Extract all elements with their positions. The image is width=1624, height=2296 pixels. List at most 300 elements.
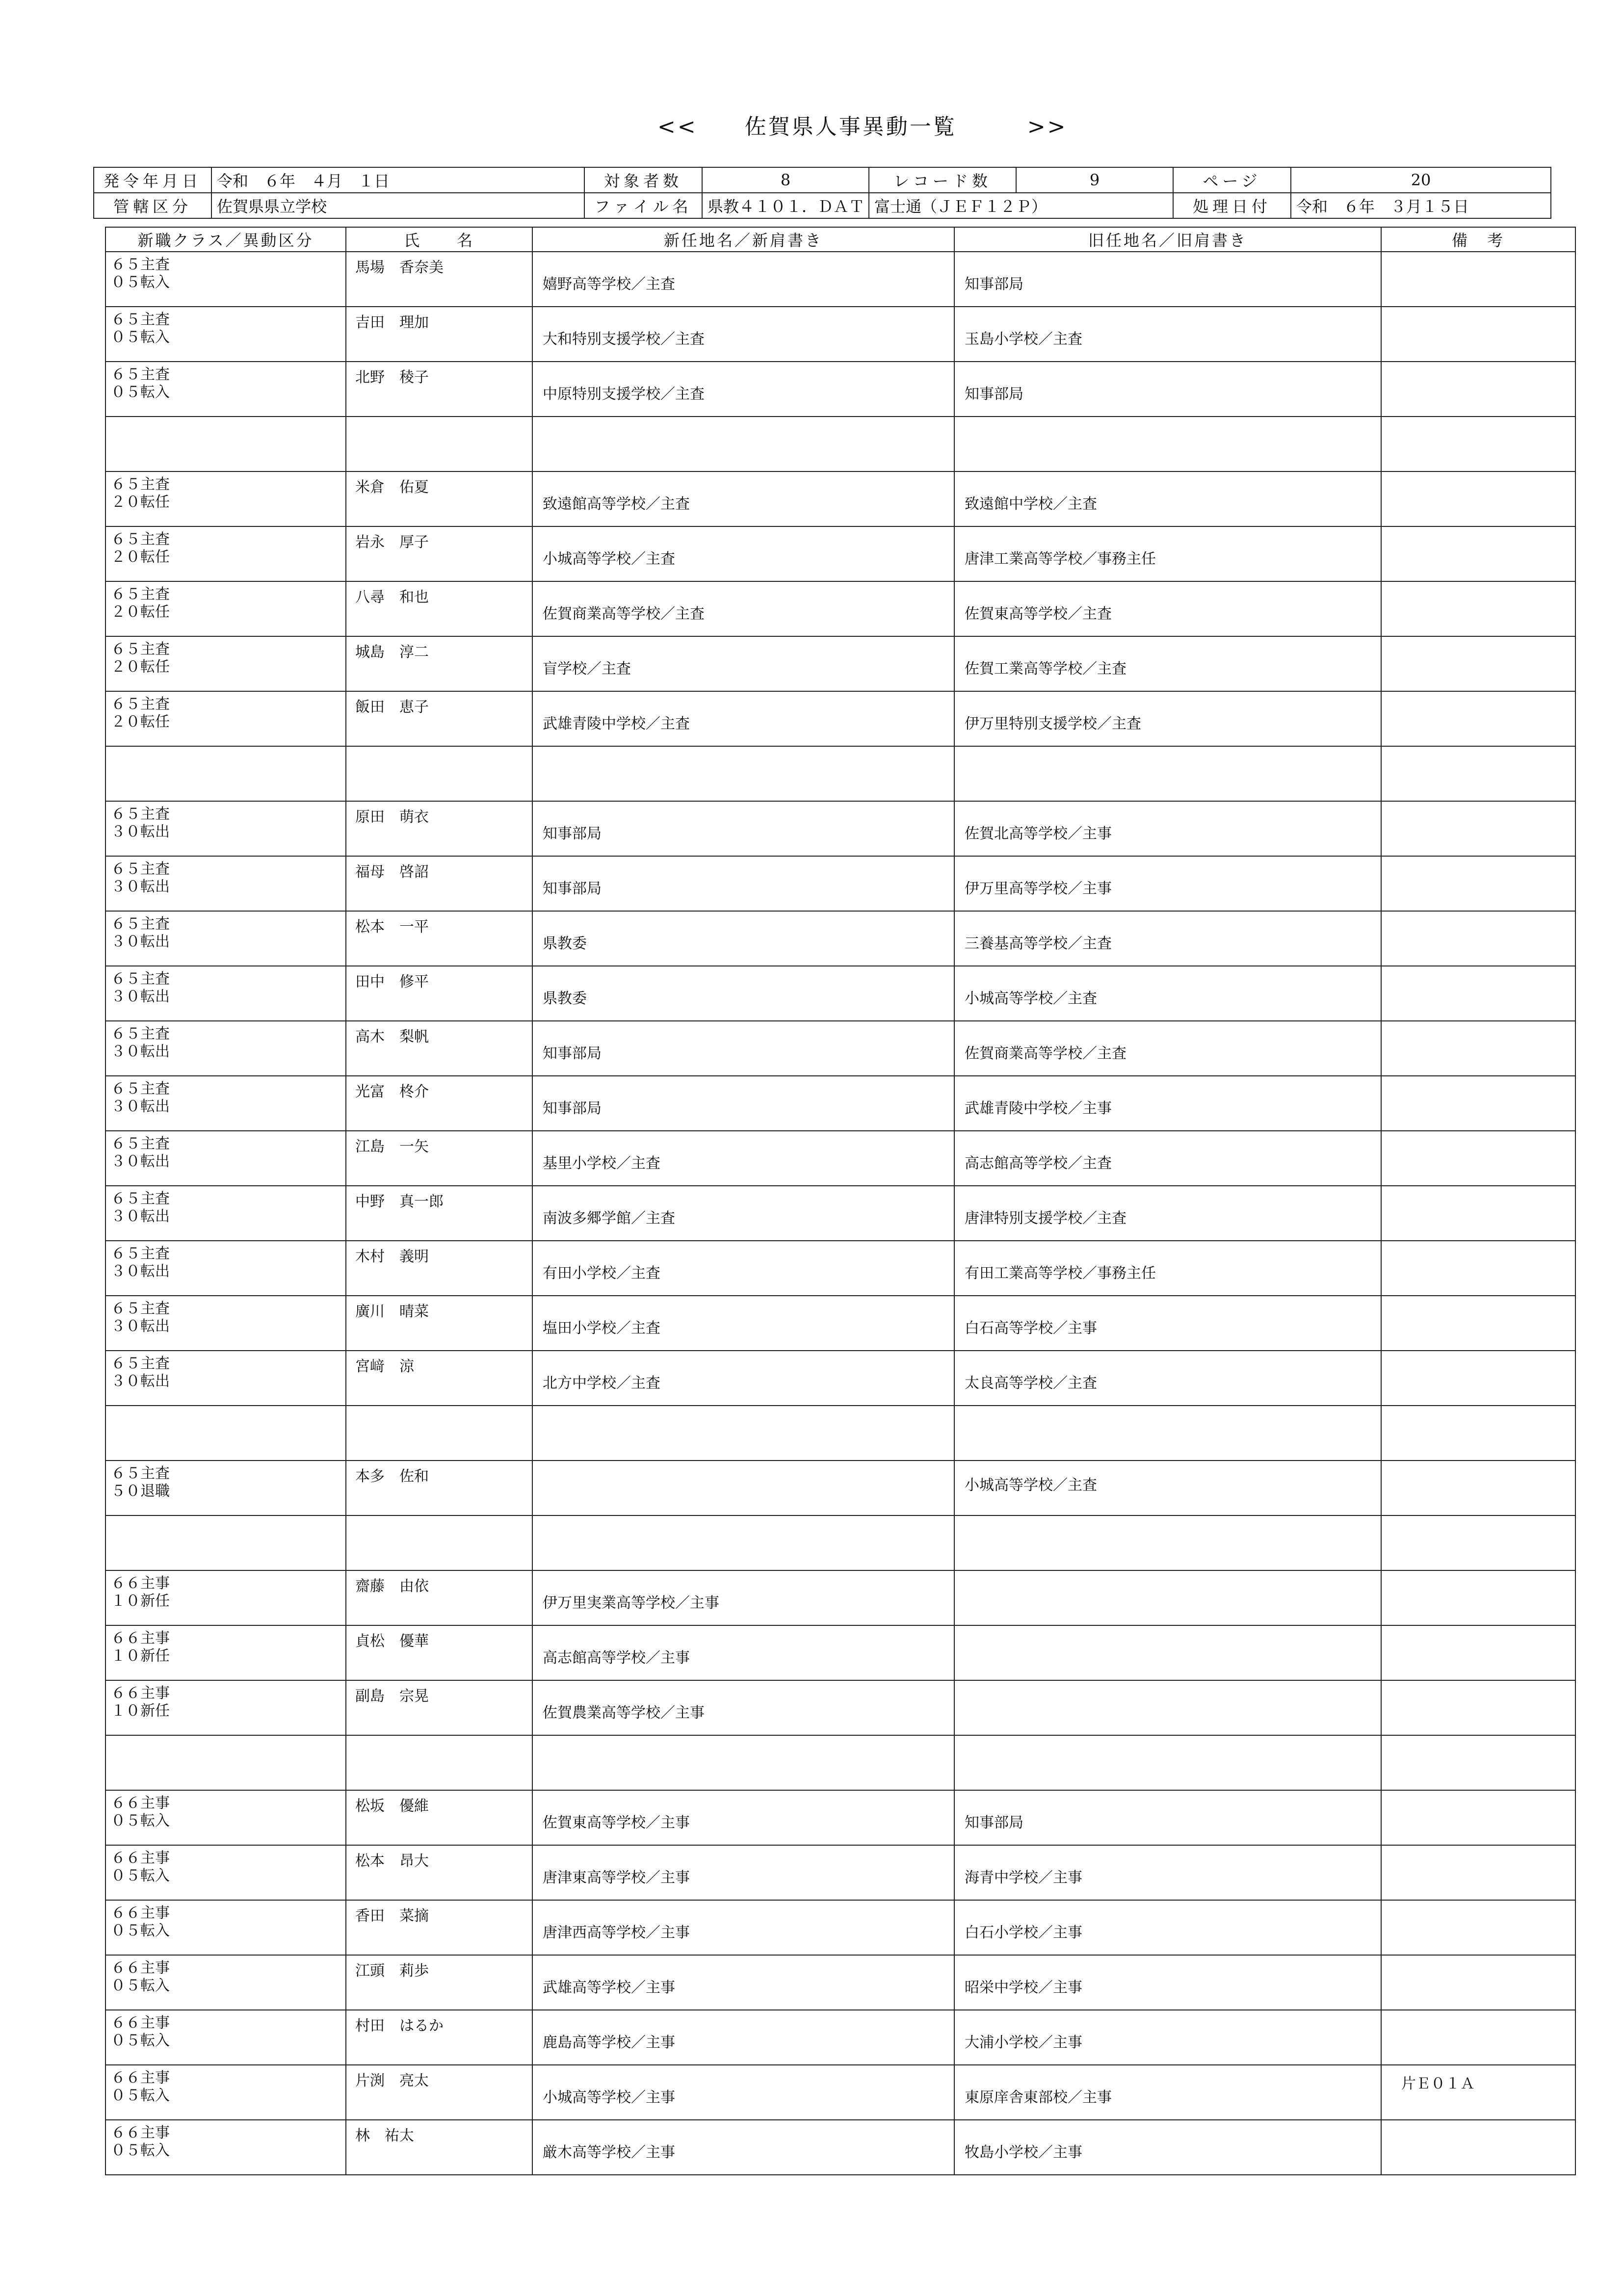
new-post-cell [532,2065,954,2120]
col-header-class: 新職クラス／異動区分 [105,227,346,252]
remarks-cell [1381,1296,1575,1351]
old-post-cell [954,1131,1381,1186]
remarks-cell [1381,1625,1575,1680]
person-name: 高木 梨帆 [355,1028,429,1045]
new-post: 県教委 [543,990,587,1007]
remarks-cell [1381,1570,1575,1625]
class-cell [105,1570,346,1625]
transfer-type: ０５転入 [111,329,170,346]
new-post-cell [532,2120,954,2175]
person-name: 米倉 佑夏 [355,479,429,496]
table-row [105,856,1575,911]
class-cell [105,1461,346,1515]
new-post: 致遠館高等学校／主査 [543,496,690,513]
job-class: ６５主査 [111,311,170,328]
transfer-type: ３０転出 [111,878,170,895]
job-class: ６６主事 [111,1575,170,1592]
remarks [1382,1076,1575,1082]
person-name-cell [346,911,532,966]
old-post-cell [954,252,1381,307]
class-cell [105,2065,346,2120]
new-post: 佐賀商業高等学校／主査 [543,605,705,623]
old-post-cell [954,801,1381,856]
old-post: 知事部局 [965,1814,1023,1831]
person-name: 林 祐太 [355,2127,414,2144]
job-class: ６５主査 [111,1245,170,1262]
transfer-type: ５０退職 [111,1483,170,1500]
job-class: ６５主査 [111,256,170,273]
transfer-type: ３０転出 [111,1373,170,1390]
remarks-cell [1381,307,1575,362]
job-class: ６５主査 [111,531,170,548]
table-row [105,801,1575,856]
new-post-cell [532,1680,954,1735]
person-name-cell [346,2065,532,2120]
new-post: 鹿島高等学校／主事 [543,2034,675,2051]
new-post [533,417,954,437]
remarks-cell [1381,856,1575,911]
job-class: ６６主事 [111,2014,170,2032]
person-name-cell [346,856,532,911]
person-name-cell [346,417,532,471]
table-row [105,362,1575,417]
job-class: ６６主事 [111,2069,170,2087]
table-row [105,966,1575,1021]
remarks-cell [1381,1790,1575,1845]
new-post-cell [532,1845,954,1900]
person-name-cell [346,1515,532,1570]
transfer-type: ０５転入 [111,1867,170,1884]
old-post [955,1681,1381,1700]
new-post: 基里小学校／主査 [543,1155,660,1172]
class-cell [105,307,346,362]
old-post-cell [954,1515,1381,1570]
transfer-type: ３０転出 [111,1043,170,1060]
new-post-cell [532,1735,954,1790]
person-name [346,747,532,750]
person-name: 八尋 和也 [355,589,429,606]
old-post-cell [954,1900,1381,1955]
remarks [1382,1791,1575,1797]
person-name-cell [346,1790,532,1845]
new-post-cell [532,801,954,856]
old-post-cell [954,1625,1381,1680]
person-name-cell [346,1296,532,1351]
job-class [106,417,345,421]
new-post: 小城高等学校／主査 [543,550,675,568]
class-cell [105,1845,346,1900]
remarks-cell [1381,1351,1575,1406]
class-cell [105,1186,346,1241]
old-post: 小城高等学校／主査 [965,1477,1097,1494]
person-name-cell [346,581,532,636]
class-cell [105,581,346,636]
file-label: ファイル名 [584,193,702,218]
old-post: 武雄青陵中学校／主事 [965,1100,1112,1117]
remarks [1382,1351,1575,1357]
table-row [105,526,1575,581]
new-post: 佐賀農業高等学校／主事 [543,1704,705,1722]
person-name [346,417,532,420]
old-post: 佐賀工業高等学校／主査 [965,660,1126,678]
old-post: 知事部局 [965,276,1023,293]
class-cell [105,1351,346,1406]
old-post: 白石高等学校／主事 [965,1320,1097,1337]
table-row [105,1186,1575,1241]
remarks-cell [1381,1680,1575,1735]
new-post: 高志館高等学校／主事 [543,1649,690,1667]
job-class: ６５主査 [111,696,170,713]
old-post [955,1516,1381,1536]
class-cell [105,856,346,911]
old-post-cell [954,1735,1381,1790]
remarks [1382,2010,1575,2016]
new-post-cell [532,1900,954,1955]
old-post [955,1406,1381,1426]
person-name-cell [346,1735,532,1790]
table-row [105,911,1575,966]
new-post-cell [532,362,954,417]
old-post: 伊万里特別支援学校／主査 [965,715,1141,732]
remarks-cell [1381,1900,1575,1955]
transfer-type: ０５転入 [111,1812,170,1829]
remarks [1382,362,1575,368]
table-row [105,1515,1575,1570]
new-post: 厳木高等学校／主事 [543,2144,675,2161]
person-name: 原田 萌衣 [355,809,429,826]
person-name [346,1516,532,1519]
transfer-type: １０新任 [111,1592,170,1610]
remarks [1382,857,1575,862]
new-post-cell [532,911,954,966]
remarks-cell [1381,966,1575,1021]
old-post: 東原庠舎東部校／主事 [965,2089,1112,2106]
old-post: 小城高等学校／主査 [965,990,1097,1007]
remarks [1382,966,1575,972]
person-name: 吉田 理加 [355,314,429,331]
new-post-cell [532,1625,954,1680]
person-name-cell [346,1570,532,1625]
remarks [1382,1516,1575,1522]
person-name-cell [346,1351,532,1406]
person-name-cell [346,1955,532,2010]
remarks-cell [1381,252,1575,307]
remarks [1382,912,1575,917]
old-post [955,1571,1381,1591]
person-name-cell [346,1131,532,1186]
transfer-type: ３０転出 [111,1208,170,1225]
job-class [106,747,345,751]
new-post: 伊万里実業高等学校／主事 [543,1594,719,1612]
person-name: 片渕 亮太 [355,2072,429,2089]
jurisdiction-label: 管轄区分 [94,193,211,218]
transfer-type: ２０転任 [111,603,170,621]
old-post-cell [954,911,1381,966]
transfer-type: １０新任 [111,1702,170,1720]
transfer-type: ２０転任 [111,658,170,676]
person-name: 中野 真一郎 [355,1193,444,1210]
new-post: 南波多郷学館／主査 [543,1210,675,1227]
old-post: 昭栄中学校／主事 [965,1979,1082,1996]
old-post-cell [954,1680,1381,1735]
table-header-row [105,227,1575,252]
remarks [1382,1736,1575,1742]
job-class: ６５主査 [111,970,170,988]
remarks-cell [1381,1515,1575,1570]
new-post-cell [532,526,954,581]
records-value: 9 [1016,167,1173,193]
table-row [105,581,1575,636]
remarks-cell [1381,581,1575,636]
person-name: 岩永 厚子 [355,534,429,551]
old-post-cell [954,2065,1381,2120]
table-row [105,1351,1575,1406]
old-post: 三養基高等学校／主査 [965,935,1112,952]
targets-value: 8 [702,167,869,193]
job-class: ６６主事 [111,1685,170,1702]
job-class: ６５主査 [111,476,170,493]
transfer-type: ０５転入 [111,274,170,291]
remarks [1382,1131,1575,1137]
old-post [955,1736,1381,1755]
job-class: ６５主査 [111,806,170,823]
remarks [1382,1956,1575,1961]
person-name [346,1406,532,1409]
transfer-type: ３０転出 [111,1318,170,1335]
old-post-cell [954,417,1381,471]
remarks-cell [1381,911,1575,966]
person-name: 木村 義明 [355,1248,429,1265]
old-post: 大浦小学校／主事 [965,2034,1082,2051]
table-row [105,1735,1575,1790]
person-name: 飯田 恵子 [355,699,429,716]
new-post-cell [532,1131,954,1186]
new-post: 唐津東高等学校／主事 [543,1869,690,1886]
remarks [1382,1296,1575,1302]
header-row-1 [94,167,1551,193]
table-row [105,2010,1575,2065]
new-post: 武雄青陵中学校／主査 [543,715,690,732]
job-class [106,1516,345,1520]
class-cell [105,1021,346,1076]
person-name-cell [346,1021,532,1076]
old-post-cell [954,362,1381,417]
new-post-cell [532,1351,954,1406]
class-cell [105,2120,346,2175]
job-class: ６６主事 [111,1905,170,1922]
old-post: 伊万里高等学校／主事 [965,880,1112,897]
new-post-cell [532,417,954,471]
person-name-cell [346,746,532,801]
new-post-cell [532,966,954,1021]
class-cell [105,966,346,1021]
old-post-cell [954,2120,1381,2175]
old-post-cell [954,1955,1381,2010]
old-post-cell [954,1406,1381,1461]
class-cell [105,1406,346,1461]
remarks-cell [1381,526,1575,581]
remarks-cell [1381,471,1575,526]
remarks [1382,2120,1575,2126]
old-post-cell [954,471,1381,526]
new-post-cell [532,856,954,911]
remarks [1382,1406,1575,1412]
old-post: 有田工業高等学校／事務主任 [965,1265,1156,1282]
person-name: 松本 昂大 [355,1852,429,1870]
old-post-cell [954,1021,1381,1076]
person-name: 北野 稜子 [355,369,429,386]
class-cell [105,526,346,581]
class-cell [105,636,346,691]
remarks-cell [1381,1186,1575,1241]
job-class: ６５主査 [111,366,170,383]
person-name: 城島 淳二 [355,644,429,661]
person-name-cell [346,362,532,417]
transfer-type: ３０転出 [111,1263,170,1280]
document-title: << 佐賀県人事異動一覧 >> [657,114,1068,139]
remarks-cell [1381,691,1575,746]
transfer-type: ３０転出 [111,1153,170,1170]
new-post: 小城高等学校／主事 [543,2089,675,2106]
table-row [105,1955,1575,2010]
new-post-cell [532,1186,954,1241]
old-post [955,747,1381,766]
new-post: 塩田小学校／主査 [543,1320,660,1337]
person-name: 光富 柊介 [355,1083,429,1100]
old-post-cell [954,691,1381,746]
person-name: 本多 佐和 [355,1468,429,1485]
processed-label: 処理日付 [1173,193,1291,218]
transfer-type: ３０転出 [111,988,170,1005]
remarks-cell [1381,1131,1575,1186]
person-name-cell [346,471,532,526]
remarks-cell [1381,2065,1575,2120]
remarks-cell [1381,746,1575,801]
new-post: 唐津西高等学校／主事 [543,1924,690,1941]
remarks-cell [1381,636,1575,691]
new-post: 知事部局 [543,825,602,842]
class-cell [105,911,346,966]
class-cell [105,1515,346,1570]
old-post: 知事部局 [965,386,1023,403]
old-post-cell [954,581,1381,636]
class-cell [105,1241,346,1296]
class-cell [105,417,346,471]
new-post: 武雄高等学校／主事 [543,1979,675,1996]
table-row [105,307,1575,362]
col-header-new-post: 新任地名／新肩書き [532,227,954,252]
remarks [1382,582,1575,588]
table-row [105,1570,1575,1625]
job-class: ６５主査 [111,1135,170,1152]
person-name: 江島 一矢 [355,1138,429,1155]
new-post: 有田小学校／主査 [543,1265,660,1282]
old-post-cell [954,1076,1381,1131]
old-post-cell [954,636,1381,691]
new-post-cell [532,1570,954,1625]
transfer-type: ０５転入 [111,2142,170,2159]
table-row [105,417,1575,471]
file-value: 県教４１０１．ＤＡＴ [702,193,869,218]
table-row [105,1076,1575,1131]
system-value: 富士通（ＪＥＦ１２Ｐ） [869,193,1173,218]
new-post-cell [532,636,954,691]
job-class: ６６主事 [111,2124,170,2141]
remarks [1382,1571,1575,1577]
new-post-cell [532,1515,954,1570]
new-post [533,1736,954,1755]
old-post: 唐津特別支援学校／主査 [965,1210,1126,1227]
job-class: ６５主査 [111,1080,170,1097]
table-row [105,636,1575,691]
old-post-cell [954,1570,1381,1625]
remarks-cell [1381,1021,1575,1076]
table-body [105,252,1575,2175]
old-post: 佐賀商業高等学校／主査 [965,1045,1126,1062]
old-post-cell [954,746,1381,801]
col-header-old-post: 旧任地名／旧肩書き [954,227,1381,252]
new-post-cell [532,1021,954,1076]
remarks: 片Ｅ０１Ａ [1401,2075,1475,2092]
transfer-type: ０５転入 [111,2087,170,2104]
remarks [1382,1186,1575,1192]
person-name: 貞松 優華 [355,1633,429,1650]
remarks-cell [1381,2120,1575,2175]
remarks [1382,1901,1575,1906]
new-post-cell [532,1406,954,1461]
person-name-cell [346,2010,532,2065]
new-post: 中原特別支援学校／主査 [543,386,705,403]
table-row [105,252,1575,307]
transfer-type: ０５転入 [111,384,170,401]
remarks-cell [1381,1955,1575,2010]
person-name-cell [346,1625,532,1680]
table-row [105,1680,1575,1735]
transfer-type: ２０転任 [111,548,170,566]
old-post: 致遠館中学校／主査 [965,496,1097,513]
new-post-cell [532,746,954,801]
job-class: ６５主査 [111,915,170,933]
new-post: 盲学校／主査 [543,660,631,678]
new-post-cell [532,307,954,362]
remarks-cell [1381,1076,1575,1131]
date-label: 発令年月日 [94,167,211,193]
old-post: 太良高等学校／主査 [965,1375,1097,1392]
new-post-cell [532,1076,954,1131]
person-name-cell [346,1680,532,1735]
class-cell [105,1680,346,1735]
remarks-cell [1381,1735,1575,1790]
table-row [105,1241,1575,1296]
new-post-cell [532,1461,954,1515]
class-cell [105,691,346,746]
date-value: 令和 ６年 ４月 １日 [211,167,584,193]
jurisdiction-value: 佐賀県県立学校 [211,193,584,218]
new-post-cell [532,471,954,526]
remarks-cell [1381,1406,1575,1461]
class-cell [105,1131,346,1186]
class-cell [105,801,346,856]
job-class: ６５主査 [111,1355,170,1372]
person-name: 香田 菜摘 [355,1907,429,1925]
personnel-table [105,227,1576,2175]
table-row [105,471,1575,526]
new-post: 知事部局 [543,880,602,897]
page-value: 20 [1291,167,1551,193]
table-row [105,1131,1575,1186]
col-header-remarks: 備 考 [1381,227,1575,252]
table-row [105,691,1575,746]
